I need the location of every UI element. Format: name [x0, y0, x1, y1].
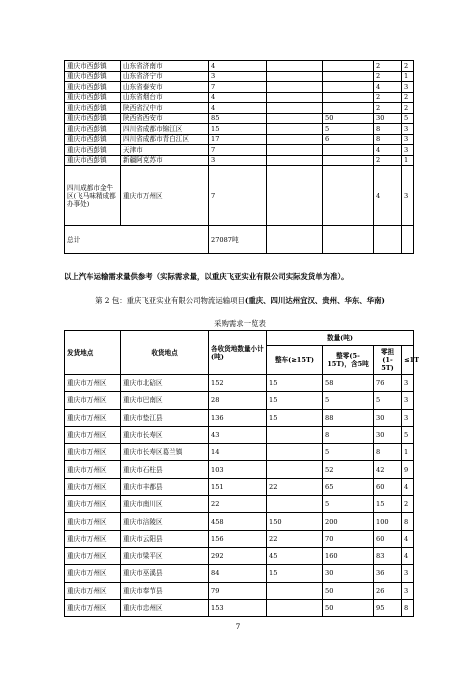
table-row [65, 513, 414, 530]
table-cell: 5 [323, 392, 374, 409]
table-cell: 重庆市西彭镇 [65, 124, 121, 135]
table-cell: 30 [374, 426, 402, 443]
table-cell: 153 [209, 599, 267, 616]
section-title [40, 295, 440, 306]
table-row [65, 375, 414, 392]
table-cell: 2 [402, 61, 414, 72]
table-cell: 15 [267, 375, 323, 392]
table-cell: 4 [374, 82, 402, 93]
table-cell: 36 [374, 565, 402, 582]
table-cell [267, 82, 323, 93]
table-row [65, 82, 414, 93]
table-cell: 3 [402, 134, 414, 145]
header-full-truck: 整车(≥15T) [267, 346, 323, 375]
table-cell: 15 [374, 496, 402, 513]
table-cell: 8 [374, 444, 402, 461]
table-cell: 重庆市西彭镇 [65, 82, 121, 93]
table-cell: 山东省济宁市 [121, 71, 209, 82]
table-cell: 重庆市奉节县 [121, 582, 209, 599]
table-cell: 2 [374, 92, 402, 103]
table-cell: 5 [374, 392, 402, 409]
table-cell: 30 [323, 565, 374, 582]
header-origin: 发货地点 [65, 331, 121, 375]
table-cell: 3 [402, 166, 414, 226]
table-cell: 四川成都市金牛区(飞马味精成都办事处) [65, 166, 121, 226]
table-cell [323, 92, 374, 103]
table-cell [267, 166, 323, 226]
table-cell: 200 [323, 513, 374, 530]
header-dest: 收货地点 [121, 331, 209, 375]
table-cell: 重庆市丰都县 [121, 478, 209, 495]
header-subtotal: 各收货地数量小计(吨) [209, 331, 267, 375]
table-cell: 160 [323, 547, 374, 564]
table-cell: 100 [374, 513, 402, 530]
table-cell: 2 [402, 496, 414, 513]
table-cell: 50 [323, 599, 374, 616]
table-continued [64, 60, 414, 254]
table-cell: 3 [209, 71, 267, 82]
table-cell: 重庆市万州区 [65, 444, 121, 461]
table-cell: 7 [209, 82, 267, 93]
total-row [65, 226, 414, 254]
table-row [65, 582, 414, 599]
table-cell: 45 [267, 547, 323, 564]
empty-cell [402, 226, 414, 254]
table-cell: 重庆市石柱县 [121, 461, 209, 478]
table-cell [267, 103, 323, 114]
table-cell: 2 [374, 71, 402, 82]
table-cell: 山东省泰安市 [121, 82, 209, 93]
table-row [65, 444, 414, 461]
table-cell: 1 [402, 444, 414, 461]
table-cell: 重庆市西彭镇 [65, 71, 121, 82]
empty-cell [323, 226, 374, 254]
table-cell: 重庆市万州区 [121, 166, 209, 226]
table-cell [323, 155, 374, 166]
section-prefix: 第 2 包：重庆飞亚实业有限公司物流运输项目 [95, 296, 245, 305]
table-cell: 重庆市巴南区 [121, 392, 209, 409]
table-cell: 4 [402, 478, 414, 495]
table-cell: 26 [374, 582, 402, 599]
table-cell: 85 [209, 113, 267, 124]
table-cell: 136 [209, 409, 267, 426]
table-cell: 15 [209, 124, 267, 135]
table-cell: 1 [402, 71, 414, 82]
table-row [65, 547, 414, 564]
table-row [65, 426, 414, 443]
table-cell: 重庆市垫江县 [121, 409, 209, 426]
table-cell: 陕西省汉中市 [121, 103, 209, 114]
table-cell: 重庆市西彭镇 [65, 134, 121, 145]
table-cell: 6 [323, 134, 374, 145]
table-cell: 2 [402, 92, 414, 103]
table-cell [267, 426, 323, 443]
table-row [65, 61, 414, 72]
table-cell [267, 92, 323, 103]
table-cell: 4 [209, 61, 267, 72]
table-row [65, 92, 414, 103]
table-cell: 79 [209, 582, 267, 599]
table-cell [267, 145, 323, 156]
table-cell [323, 61, 374, 72]
table-cell: 458 [209, 513, 267, 530]
table-cell: 3 [209, 155, 267, 166]
table-cell: 重庆市西彭镇 [65, 155, 121, 166]
section-subtitle: 采购需求一览表 [214, 319, 266, 328]
table-cell: 17 [209, 134, 267, 145]
table-cell: 重庆市南川区 [121, 496, 209, 513]
table-cell: 天津市 [121, 145, 209, 156]
table-cell [267, 134, 323, 145]
table-cell: 30 [374, 409, 402, 426]
table-row [65, 530, 414, 547]
table-cell: 重庆市西彭镇 [65, 103, 121, 114]
table-cell [323, 71, 374, 82]
table-cell: 1 [402, 155, 414, 166]
table-cell: 重庆市万州区 [65, 599, 121, 616]
table-cell: 70 [323, 530, 374, 547]
table-cell: 15 [267, 392, 323, 409]
table-row [65, 166, 414, 226]
table-cell: 3 [402, 375, 414, 392]
table-cell: 5 [402, 113, 414, 124]
table-cell: 重庆市万州区 [65, 461, 121, 478]
table-cell: 重庆市万州区 [65, 496, 121, 513]
table-cell: 3 [402, 582, 414, 599]
table-cell: 8 [402, 513, 414, 530]
table-cell: 65 [323, 478, 374, 495]
table-cell: 30 [374, 113, 402, 124]
table-row [65, 71, 414, 82]
table-cell: 42 [374, 461, 402, 478]
table-cell: 重庆市长寿区 [121, 426, 209, 443]
table-cell: 重庆市万州区 [65, 409, 121, 426]
table-cell: 8 [374, 124, 402, 135]
table-cell: 3 [402, 565, 414, 582]
table-row [65, 409, 414, 426]
table-row [65, 392, 414, 409]
note-text: 以上汽车运输需求量供参考（实际需求量，以重庆飞亚实业有限公司实际发货单为准）。 [64, 272, 349, 281]
table-cell [267, 496, 323, 513]
table-cell: 88 [323, 409, 374, 426]
table-cell: 重庆市西彭镇 [65, 145, 121, 156]
table-cell: 76 [374, 375, 402, 392]
table-cell: 4 [209, 103, 267, 114]
table-cell: 83 [374, 547, 402, 564]
header-small: ≤1T [402, 346, 414, 375]
empty-cell [267, 226, 323, 254]
table-cell: 151 [209, 478, 267, 495]
table-cell: 4 [374, 145, 402, 156]
table-row [65, 103, 414, 114]
table-row [65, 461, 414, 478]
table-cell: 4 [402, 547, 414, 564]
table-row [65, 478, 414, 495]
table-cell: 5 [323, 444, 374, 461]
table-cell: 4 [209, 92, 267, 103]
table-cell [323, 82, 374, 93]
table-cell [267, 599, 323, 616]
table-row [65, 565, 414, 582]
header-quantity: 数量(吨) [267, 331, 414, 346]
table-cell: 7 [209, 166, 267, 226]
table-cell [267, 155, 323, 166]
table-cell: 15 [267, 409, 323, 426]
table-cell: 152 [209, 375, 267, 392]
table-cell: 156 [209, 530, 267, 547]
table-row [65, 124, 414, 135]
table-row [65, 155, 414, 166]
table-cell [323, 103, 374, 114]
table-cell: 22 [209, 496, 267, 513]
table-cell: 15 [267, 565, 323, 582]
table-cell: 重庆市涪陵区 [121, 513, 209, 530]
table-cell: 3 [402, 82, 414, 93]
table-cell: 重庆市长寿区葛兰镇 [121, 444, 209, 461]
table-cell: 重庆市西彭镇 [65, 92, 121, 103]
page-number: 7 [235, 622, 241, 631]
total-label: 总计 [65, 226, 209, 254]
table-cell: 9 [402, 461, 414, 478]
empty-cell [374, 226, 402, 254]
table-cell: 60 [374, 530, 402, 547]
table-cell: 7 [209, 145, 267, 156]
table-cell: 2 [374, 61, 402, 72]
table-cell: 3 [402, 392, 414, 409]
table-cell: 重庆市万州区 [65, 547, 121, 564]
table-cell: 陕西省西安市 [121, 113, 209, 124]
table-cell: 2 [374, 103, 402, 114]
table-cell: 重庆市忠州区 [121, 599, 209, 616]
table-cell: 4 [374, 166, 402, 226]
table-cell: 重庆市西彭镇 [65, 61, 121, 72]
table-cell [267, 124, 323, 135]
table-cell: 58 [323, 375, 374, 392]
table-cell: 52 [323, 461, 374, 478]
table-cell: 重庆市万州区 [65, 426, 121, 443]
table-row [65, 496, 414, 513]
table-cell: 103 [209, 461, 267, 478]
table-cell: 山东省烟台市 [121, 92, 209, 103]
table-cell: 2 [374, 155, 402, 166]
table-cell [267, 113, 323, 124]
table-cell: 重庆市云阳县 [121, 530, 209, 547]
table-row [65, 113, 414, 124]
table-cell: 84 [209, 565, 267, 582]
table-cell [267, 71, 323, 82]
table-cell: 3 [402, 124, 414, 135]
table-cell: 8 [374, 134, 402, 145]
table-cell: 5 [402, 426, 414, 443]
table-cell: 重庆市万州区 [65, 375, 121, 392]
table-cell: 8 [402, 599, 414, 616]
table-cell: 292 [209, 547, 267, 564]
table-cell [267, 61, 323, 72]
table-cell: 4 [402, 530, 414, 547]
table-cell: 重庆市巫溪县 [121, 565, 209, 582]
table-cell: 四川省成都市青白江区 [121, 134, 209, 145]
table-cell [267, 582, 323, 599]
table-cell: 5 [323, 496, 374, 513]
table-cell: 重庆市北碚区 [121, 375, 209, 392]
table-cell [323, 166, 374, 226]
table-cell: 43 [209, 426, 267, 443]
header-ltl: 零担(1-5T) [374, 346, 402, 375]
table-cell: 14 [209, 444, 267, 461]
table-cell: 50 [323, 582, 374, 599]
table-row [65, 134, 414, 145]
table-cell: 60 [374, 478, 402, 495]
total-value: 27087吨 [209, 226, 267, 254]
header-partial: 整零(5-15T)，含5吨 [323, 346, 374, 375]
table-cell: 8 [323, 426, 374, 443]
table-cell: 山东省济南市 [121, 61, 209, 72]
table-row [65, 145, 414, 156]
procurement-table [64, 330, 420, 617]
table-cell: 22 [267, 530, 323, 547]
table-cell [323, 145, 374, 156]
table-cell: 重庆市万州区 [65, 582, 121, 599]
table-cell: 四川省成都市锦江区 [121, 124, 209, 135]
table-cell: 重庆市西彭镇 [65, 113, 121, 124]
table-cell: 新疆阿克苏市 [121, 155, 209, 166]
table-cell: 95 [374, 599, 402, 616]
table-cell: 重庆市万州区 [65, 565, 121, 582]
table-cell: 28 [209, 392, 267, 409]
table-cell: 3 [402, 145, 414, 156]
table-row [65, 599, 414, 616]
table-cell: 22 [267, 478, 323, 495]
table-cell: 5 [323, 124, 374, 135]
table-cell: 重庆市万州区 [65, 530, 121, 547]
table-cell: 重庆市万州区 [65, 478, 121, 495]
table-cell: 重庆市梁平区 [121, 547, 209, 564]
table-cell: 3 [402, 409, 414, 426]
table-cell: 50 [323, 113, 374, 124]
section-regions: (重庆、四川达州宜汉、贵州、华东、华南) [244, 296, 385, 305]
table-cell [267, 444, 323, 461]
table-cell: 重庆市万州区 [65, 392, 121, 409]
table-cell: 重庆市万州区 [65, 513, 121, 530]
table-cell: 150 [267, 513, 323, 530]
table-cell [267, 461, 323, 478]
table-cell: 2 [402, 103, 414, 114]
